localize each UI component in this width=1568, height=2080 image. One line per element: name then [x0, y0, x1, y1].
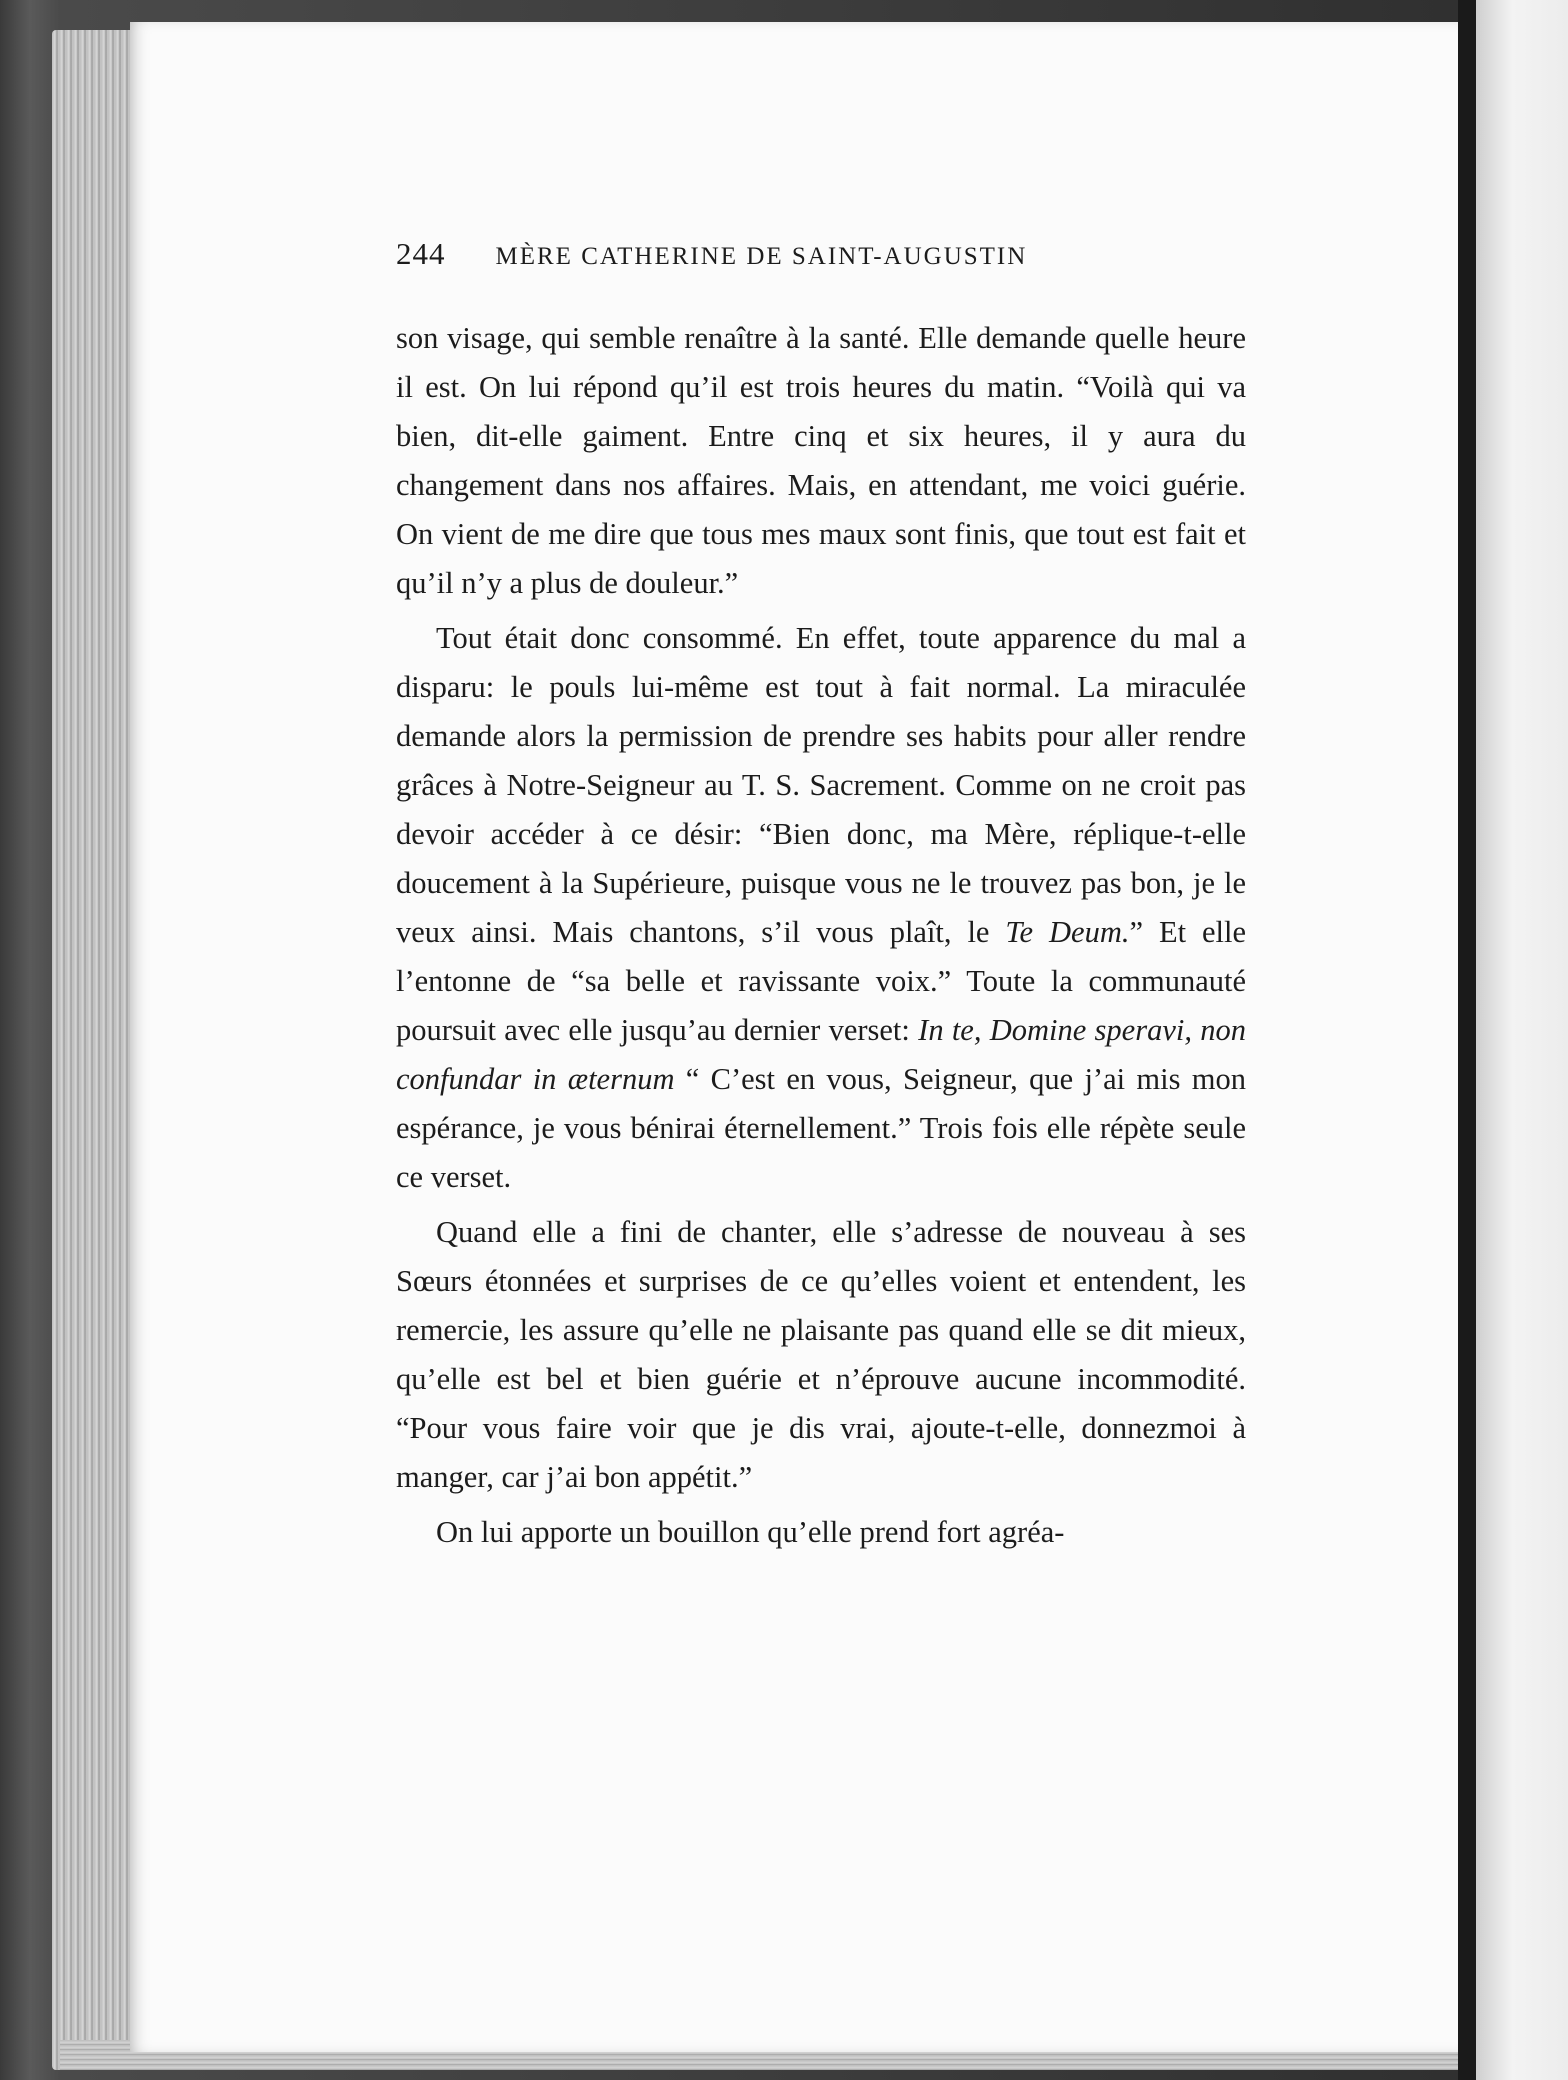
paragraph-1: [396, 314, 1246, 608]
book-page-edges: [52, 30, 142, 2070]
book-gutter: [1458, 0, 1476, 2080]
body-text: [396, 314, 1246, 1557]
italic-title-te-deum: Te Deum.: [1005, 915, 1130, 949]
paragraph-text: ” Et elle l’entonne de “sa belle et ravissante voix.” Toute la communauté poursuit avec elle jusqu’au dernier verset:: [396, 915, 1246, 1047]
running-head-title: MÈRE CATHERINE DE SAINT-AUGUSTIN: [495, 243, 1028, 270]
paragraph-text: Quand elle a fini de chanter, elle s’adresse de nouveau à ses Sœurs étonnées et surprises de ce qu’elles voient et entendent, les remercie, les assure qu’elle ne plaisante pas quand elle se dit mieux, qu’elle est bel et bien guérie et n’éprouve aucune incommodité. “Pour vous faire voir que je dis vrai, ajoute-t-elle, donnezmoi à manger, car j’ai bon appétit.”: [396, 1215, 1246, 1494]
paragraph-4: [396, 1508, 1246, 1557]
page-number: 244: [396, 236, 446, 271]
paragraph-text: “ C’est en vous, Seigneur, que j’ai mis mon espérance, je vous bénirai éternellement.” Trois fois elle répète seule ce verset.: [396, 1062, 1247, 1194]
facing-page-edge: [1476, 0, 1568, 2080]
paragraph-text: Tout était donc consommé. En effet, toute apparence du mal a disparu: le pouls lui-même est tout à fait normal. La miraculée demande alors la permission de prendre ses habits pour aller rendre grâces à Notre-Seigneur au T. S. Sacrement. Comme on ne croit pas devoir accéder à ce désir: “Bien donc, ma Mère, réplique-t-elle doucement à la Supérieure, puisque vous ne le trouvez pas bon, je le veux ainsi. Mais chantons, s’il vous plaît, le: [396, 621, 1246, 949]
paragraph-3: [396, 1208, 1246, 1502]
running-head: [396, 236, 1246, 284]
paragraph-2: [396, 614, 1246, 1202]
italic-latin-verse: In te, Domine speravi, non confundar in æternum: [396, 1013, 1246, 1096]
paragraph-text: On lui apporte un bouillon qu’elle prend fort agréa-: [436, 1515, 1065, 1549]
paragraph-text: son visage, qui semble renaître à la santé. Elle demande quelle heure il est. On lui répond qu’il est trois heures du matin. “Voilà qui va bien, dit-elle gaiment. Entre cinq et six heures, il y aura du changement dans nos affaires. Mais, en attendant, me voici guérie. On vient de me dire que tous mes maux sont finis, que tout est fait et qu’il n’y a plus de douleur.”: [396, 321, 1246, 600]
page-text-block: [396, 236, 1246, 1557]
